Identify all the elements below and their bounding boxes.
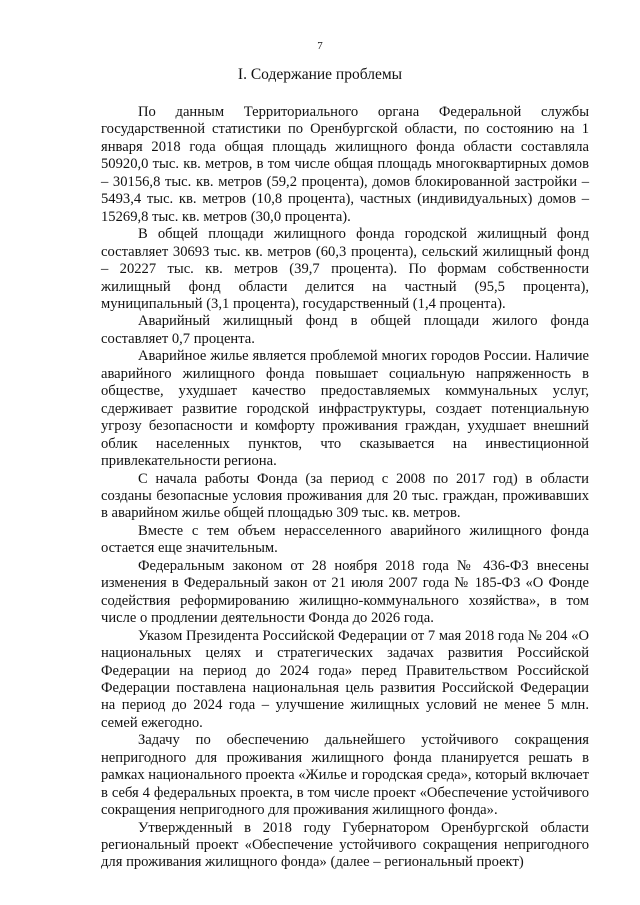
body-text: [101, 104, 589, 872]
paragraph-remaining-volume: Вместе с тем объем нерасселенного аварийного жилищного фонда остается еще значительным.: [101, 522, 589, 557]
paragraph-urban-rural-fund: В общей площади жилищного фонда городской жилищный фонд составляет 30693 тыс. кв. метров (60,3 процента), сельский жилищный фонд – 20227 тыс. кв. метров (39,7 процента). По формам собственности жилищный фонд области делится на частный (95,5 процента), муниципальный (3,1 процента), государственный (1,4 процента).: [101, 226, 589, 312]
paragraph-housing-area: По данным Территориального органа Федеральной службы государственной статистики по Оренбургской области, по состоянию на 1 января 2018 года общая площадь жилищного фонда области составляла 50920,0 тыс. кв. метров, в том числе общая площадь многоквартирных домов – 30156,8 тыс. кв. метров (59,2 процента), домов блокированной застройки – 5493,4 тыс. кв. метров (10,8 процента), частных (индивидуальных) домов – 15269,8 тыс. кв. метров (30,0 процента).: [101, 104, 589, 225]
section-heading: I. Содержание проблемы: [237, 66, 403, 83]
paragraph-emergency-problem: Аварийное жилье является проблемой многих городов России. Наличие аварийного жилищного фонда повышает социальную напряженность в обществе, ухудшает качество предоставляемых коммунальных услуг, сдерживает развитие городской инфраструктуры, создает потенциальную угрозу безопасности и комфорту проживания граждан, ухудшает внешний облик населенных пунктов, что сказывается на инвестиционной привлекательности региона.: [101, 348, 589, 470]
paragraph-national-project: Задачу по обеспечению дальнейшего устойчивого сокращения непригодного для проживания жилищного фонда планируется решать в рамках национального проекта «Жилье и городская среда», который включает в себя 4 федеральных проекта, в том числе проект «Обеспечение устойчивого сокращения непригодного для проживания жилищного фонда».: [101, 732, 589, 819]
page-number: 7: [317, 40, 323, 52]
paragraph-federal-law: Федеральным законом от 28 ноября 2018 года № 436-ФЗ внесены изменения в Федеральный закон от 21 июля 2007 года № 185-ФЗ «О Фонде содействия реформированию жилищно-коммунального хозяйства», в том числе о продлении деятельности Фонда до 2026 года.: [101, 557, 589, 627]
paragraph-fund-results: С начала работы Фонда (за период с 2008 по 2017 год) в области созданы безопасные условия проживания для 20 тыс. граждан, проживавших в аварийном жилье общей площадью 309 тыс. кв. метров.: [101, 470, 589, 522]
paragraph-regional-project: Утвержденный в 2018 году Губернатором Оренбургской области региональный проект «Обеспечение устойчивого сокращения непригодного для проживания жилищного фонда» (далее – региональный проект): [101, 819, 589, 871]
paragraph-emergency-share: Аварийный жилищный фонд в общей площади жилого фонда составляет 0,7 процента.: [101, 313, 589, 347]
paragraph-presidential-decree: Указом Президента Российской Федерации от 7 мая 2018 года № 204 «О национальных целях и стратегических задачах развития Российской Федерации на период до 2024 года» перед Правительством Российской Федерации поставлена национальная цель развития Российской Федерации на период до 2024 года – улучшение жилищных условий не менее 5 млн. семей ежегодно.: [101, 627, 589, 731]
